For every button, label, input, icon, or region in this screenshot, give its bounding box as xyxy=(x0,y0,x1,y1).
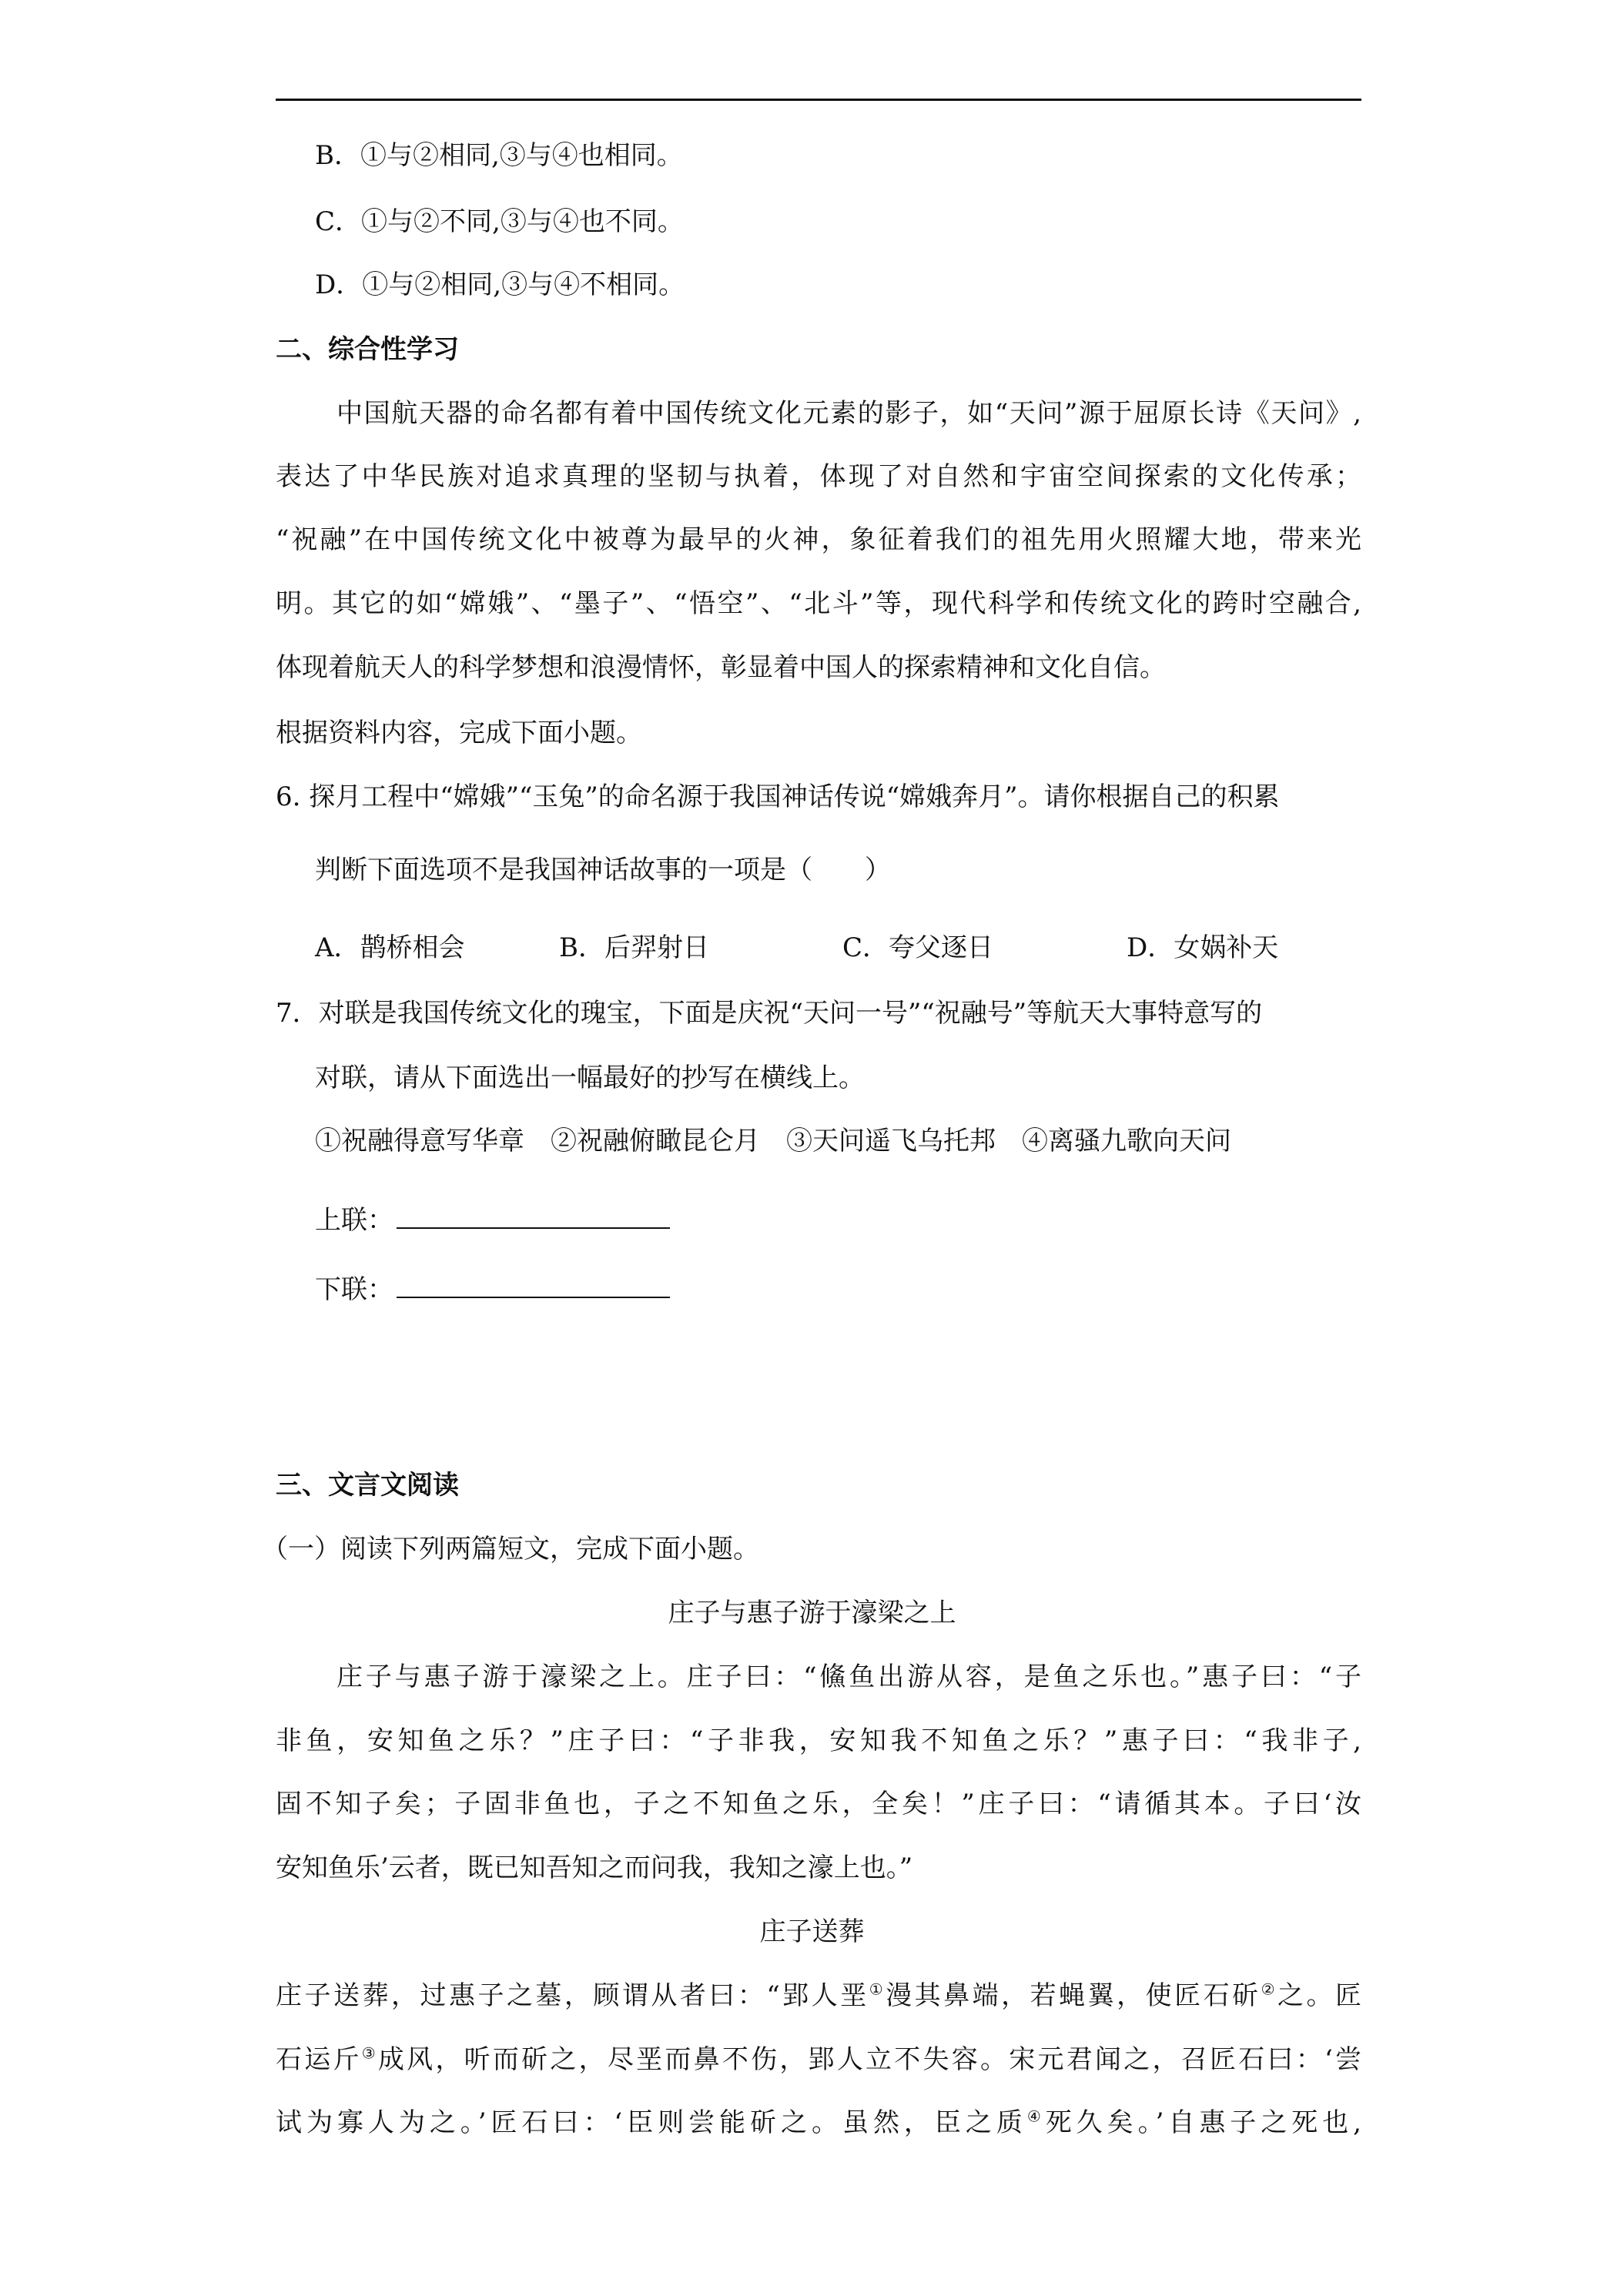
q6-option-c: C．夸父逐日 xyxy=(842,932,994,963)
q7-upper-blank[interactable] xyxy=(397,1204,670,1229)
text2-line-2 xyxy=(276,2043,1361,2077)
footnote-marker-4: ④ xyxy=(1026,2107,1046,2126)
section2-para-line-1: 中国航天器的命名都有着中国传统文化元素的影子，如“天问”源于屈原长诗《天问》, xyxy=(337,398,1361,429)
section3-heading: 三、文言文阅读 xyxy=(276,1470,459,1501)
text1-title: 庄子与惠子游于濠梁之上 xyxy=(668,1598,956,1628)
option-d: D．①与②相同,③与④不相同。 xyxy=(315,269,685,300)
text2-line-1 xyxy=(276,1979,1361,2013)
text2-line-3 xyxy=(276,2106,1361,2140)
text2-line-2-b: 成风，听而斫之，尽垩而鼻不伤，郢人立不失容。宋元君闻之，召匠石曰：‘尝 xyxy=(377,2044,1362,2075)
section2-instruction: 根据资料内容，完成下面小题。 xyxy=(276,718,642,748)
text2-line-1-a: 庄子送葬，过惠子之墓，顾谓从者曰：“郢人垩 xyxy=(276,1980,869,2011)
text1-line-1: 庄子与惠子游于濠梁之上。庄子曰：“鯈鱼出游从容，是鱼之乐也。”惠子曰：“子 xyxy=(337,1662,1361,1692)
q7-line-2: 对联，请从下面选出一幅最好的抄写在横线上。 xyxy=(315,1063,865,1093)
footnote-marker-1: ① xyxy=(869,1980,886,1999)
q6-option-d: D．女娲补天 xyxy=(1127,932,1279,963)
q6-option-a: A．鹊桥相会 xyxy=(315,932,465,963)
text2-title: 庄子送葬 xyxy=(759,1916,865,1947)
section2-para-line-4: 明。其它的如“嫦娥”、“墨子”、“悟空”、“北斗”等，现代科学和传统文化的跨时空融合, xyxy=(276,588,1361,619)
text2-line-1-b: 漫其鼻端，若蝇翼，使匠石斫 xyxy=(886,1980,1261,2011)
q6-line-2: 判断下面选项不是我国神话故事的一项是（ ） xyxy=(315,855,891,885)
section2-para-line-5: 体现着航天人的科学梦想和浪漫情怀，彰显着中国人的探索精神和文化自信。 xyxy=(276,652,1166,683)
section3-sub: （一）阅读下列两篇短文，完成下面小题。 xyxy=(262,1534,759,1565)
text2-line-1-c: 之。匠 xyxy=(1277,1980,1362,2011)
text2-line-3-b: 死久矣。’自惠子之死也, xyxy=(1045,2107,1361,2138)
option-c: C．①与②不同,③与④也不同。 xyxy=(315,206,684,237)
section2-heading: 二、综合性学习 xyxy=(276,334,459,365)
q7-choices: ①祝融得意写华章 ②祝融俯瞰昆仑月 ③天问遥飞乌托邦 ④离骚九歌向天问 xyxy=(315,1126,1231,1156)
option-b: B．①与②相同,③与④也相同。 xyxy=(315,140,683,171)
q7-lower-line xyxy=(315,1273,670,1307)
text2-line-2-a: 石运斤 xyxy=(276,2044,362,2075)
q7-upper-label: 上联： xyxy=(315,1205,393,1236)
q7-line-1: 7．对联是我国传统文化的瑰宝，下面是庆祝“天问一号”“祝融号”等航天大事特意写的 xyxy=(276,998,1263,1029)
text1-line-4: 安知鱼乐’云者，既已知吾知之而问我，我知之濠上也。” xyxy=(276,1853,913,1883)
q6-line-1: 6. 探月工程中“嫦娥”“玉兔”的命名源于我国神话传说“嫦娥奔月”。请你根据自己的积累 xyxy=(276,782,1280,812)
section2-para-line-2: 表达了中华民族对追求真理的坚韧与执着，体现了对自然和宇宙空间探索的文化传承； xyxy=(276,461,1361,492)
q7-upper-line xyxy=(315,1203,670,1237)
footnote-marker-2: ② xyxy=(1261,1980,1278,1999)
header-rule xyxy=(276,99,1361,101)
text1-line-2: 非鱼，安知鱼之乐？”庄子曰：“子非我，安知我不知鱼之乐？”惠子曰：“我非子, xyxy=(276,1725,1361,1756)
q7-lower-label: 下联： xyxy=(315,1274,393,1305)
text1-line-3: 固不知子矣；子固非鱼也，子之不知鱼之乐，全矣！”庄子曰：“请循其本。子曰‘汝 xyxy=(276,1789,1361,1819)
section2-para-line-3: “祝融”在中国传统文化中被尊为最早的火神，象征着我们的祖先用火照耀大地，带来光 xyxy=(276,524,1361,555)
footnote-marker-3: ③ xyxy=(361,2043,378,2063)
text2-line-3-a: 试为寡人为之。’匠石曰：‘臣则尝能斫之。虽然，臣之质 xyxy=(276,2107,1027,2138)
q6-option-b: B．后羿射日 xyxy=(559,932,709,963)
q7-lower-blank[interactable] xyxy=(397,1274,670,1298)
